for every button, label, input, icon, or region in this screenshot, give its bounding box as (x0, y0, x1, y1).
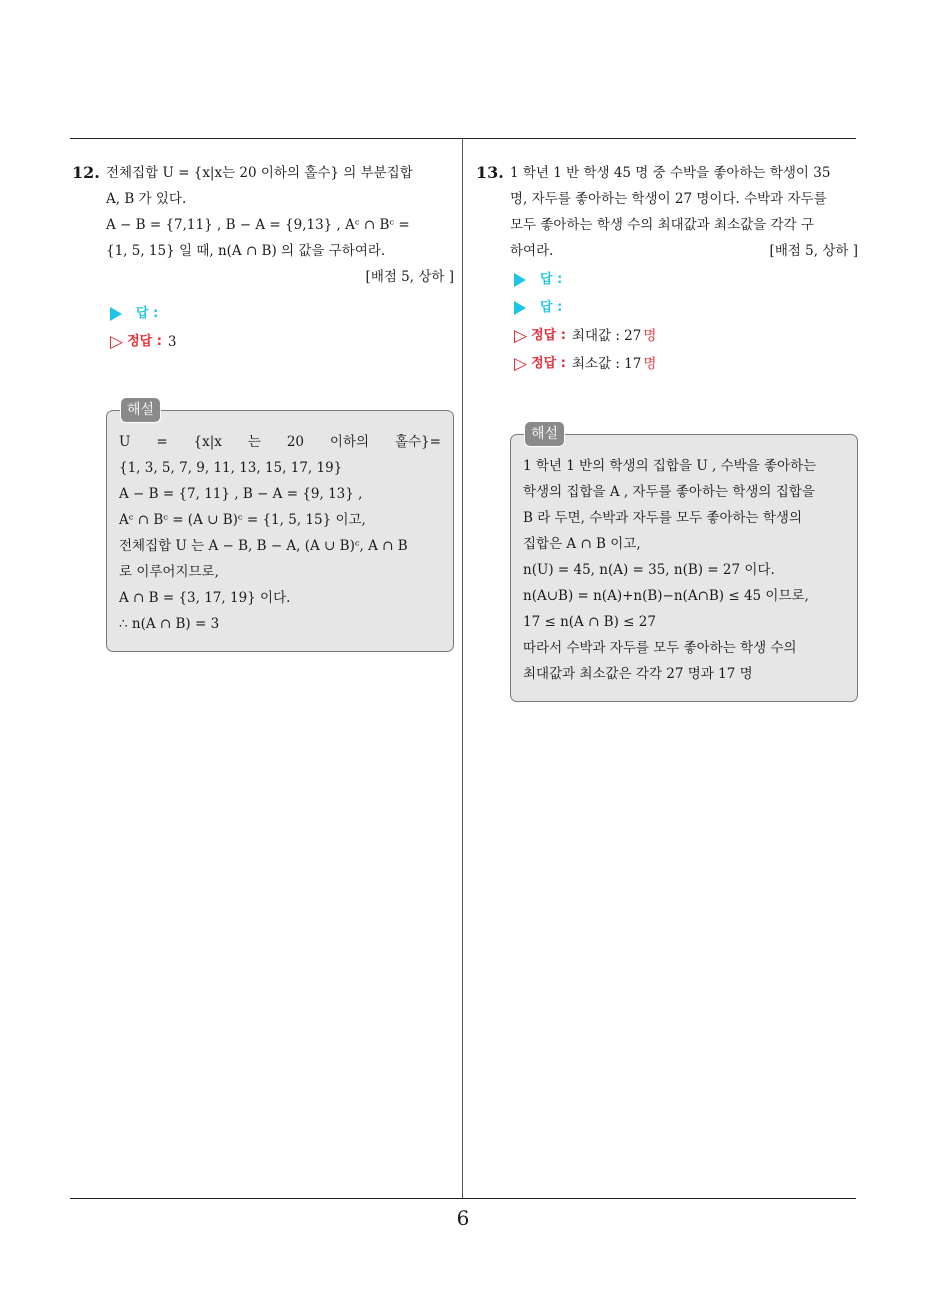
question-line: 모두 좋아하는 학생 수의 최대값과 최소값을 각각 구 (510, 217, 814, 233)
correct-answer-unit: 명 (643, 356, 657, 372)
play-triangle-icon (514, 301, 526, 315)
outline-triangle-icon: ▷ (514, 354, 528, 374)
question-line-text: 하여라. (510, 243, 554, 259)
solution-token: 20 (286, 434, 304, 450)
correct-answer-row (110, 328, 454, 356)
answer-label: 답 : (136, 306, 159, 321)
solution-line: 최대값과 최소값은 각각 27 명과 17 명 (523, 666, 753, 682)
solution-token: = (156, 434, 168, 450)
answer-section (514, 266, 858, 378)
question-line: A − B = {7,11} , B − A = {9,13} , Aᶜ ∩ Bᶜ = (106, 217, 410, 233)
solution-box (510, 434, 858, 702)
correct-answer-label: 정답 : (127, 334, 162, 349)
question-line: A, B 가 있다. (106, 191, 187, 207)
play-triangle-icon (110, 307, 122, 321)
question-number: 13. (476, 163, 504, 182)
answer-row[interactable] (110, 300, 454, 328)
answer-label: 답 : (540, 300, 563, 315)
solution-line: ∴ n(A ∩ B) = 3 (119, 616, 220, 632)
solution-token: 이하의 (329, 434, 370, 450)
question-12 (72, 160, 454, 652)
column-divider (462, 139, 463, 1199)
question-line: 1 학년 1 반 학생 45 명 중 수박을 좋아하는 학생이 35 (510, 165, 831, 181)
answer-row[interactable] (514, 294, 858, 322)
solution-line: 따라서 수박과 자두를 모두 좋아하는 학생 수의 (523, 640, 797, 656)
solution-line: 학생의 집합을 A , 자두를 좋아하는 학생의 집합을 (523, 484, 815, 500)
page-number: 6 (456, 1206, 470, 1230)
question-line: 명, 자두를 좋아하는 학생이 27 명이다. 수박과 자두를 (510, 191, 827, 207)
correct-answer-label: 정답 : (531, 356, 566, 371)
solution-token: {x|x (193, 434, 222, 450)
solution-line: 집합은 A ∩ B 이고, (523, 536, 641, 552)
question-line (510, 238, 858, 264)
solution-line: Aᶜ ∩ Bᶜ = (A ∪ B)ᶜ = {1, 5, 15} 이고, (119, 512, 366, 528)
solution-line: A ∩ B = {3, 17, 19} 이다. (119, 590, 291, 606)
solution-line: 17 ≤ n(A ∩ B) ≤ 27 (523, 614, 656, 630)
top-rule (70, 138, 856, 139)
solution-panel (106, 402, 454, 652)
solution-token: U (119, 434, 131, 450)
solution-line: 로 이루어지므로, (119, 564, 219, 580)
question-line: {1, 5, 15} 일 때, n(A ∩ B) 의 값을 구하여라. (106, 243, 386, 259)
solution-line: B 라 두면, 수박과 자두를 모두 좋아하는 학생의 (523, 510, 802, 526)
solution-line: {1, 3, 5, 7, 9, 11, 13, 15, 17, 19} (119, 460, 343, 476)
solution-line: 전체집합 U 는 A − B, B − A, (A ∪ B)ᶜ, A ∩ B (119, 538, 408, 554)
points-label: [배점 5, 상하 ] (769, 243, 858, 259)
outline-triangle-icon: ▷ (514, 326, 528, 346)
correct-answer-unit: 명 (643, 328, 657, 344)
answer-row[interactable] (514, 266, 858, 294)
correct-answer-row (514, 350, 858, 378)
correct-answer-value: 최대값 : 27 (571, 328, 642, 344)
answer-section (110, 300, 454, 356)
solution-panel (510, 426, 858, 702)
question-text (510, 160, 858, 264)
question-line: 전체집합 U = {x|x는 20 이하의 홀수} 의 부분집합 (106, 165, 413, 181)
answer-label: 답 : (540, 272, 563, 287)
solution-line: n(U) = 45, n(A) = 35, n(B) = 27 이다. (523, 562, 775, 578)
correct-answer-row (514, 322, 858, 350)
outline-triangle-icon: ▷ (110, 332, 124, 352)
solution-token: 홀수}= (394, 434, 441, 450)
solution-line (119, 429, 441, 455)
points-label: [배점 5, 상하 ] (365, 269, 454, 285)
question-13 (476, 160, 858, 702)
correct-answer-value: 3 (167, 334, 177, 350)
solution-box (106, 410, 454, 652)
play-triangle-icon (514, 273, 526, 287)
question-number: 12. (72, 163, 100, 182)
question-text (106, 160, 454, 290)
solution-line: 1 학년 1 반의 학생의 집합을 U , 수박을 좋아하는 (523, 458, 817, 474)
solution-tag: 해설 (524, 421, 565, 447)
solution-token: 는 (247, 434, 261, 450)
bottom-rule (70, 1198, 856, 1199)
correct-answer-value: 최소값 : 17 (571, 356, 642, 372)
solution-tag: 해설 (120, 397, 161, 423)
correct-answer-label: 정답 : (531, 328, 566, 343)
solution-line: A − B = {7, 11} , B − A = {9, 13} , (119, 486, 363, 502)
solution-line: n(A∪B) = n(A)+n(B)−n(A∩B) ≤ 45 이므로, (523, 588, 809, 604)
